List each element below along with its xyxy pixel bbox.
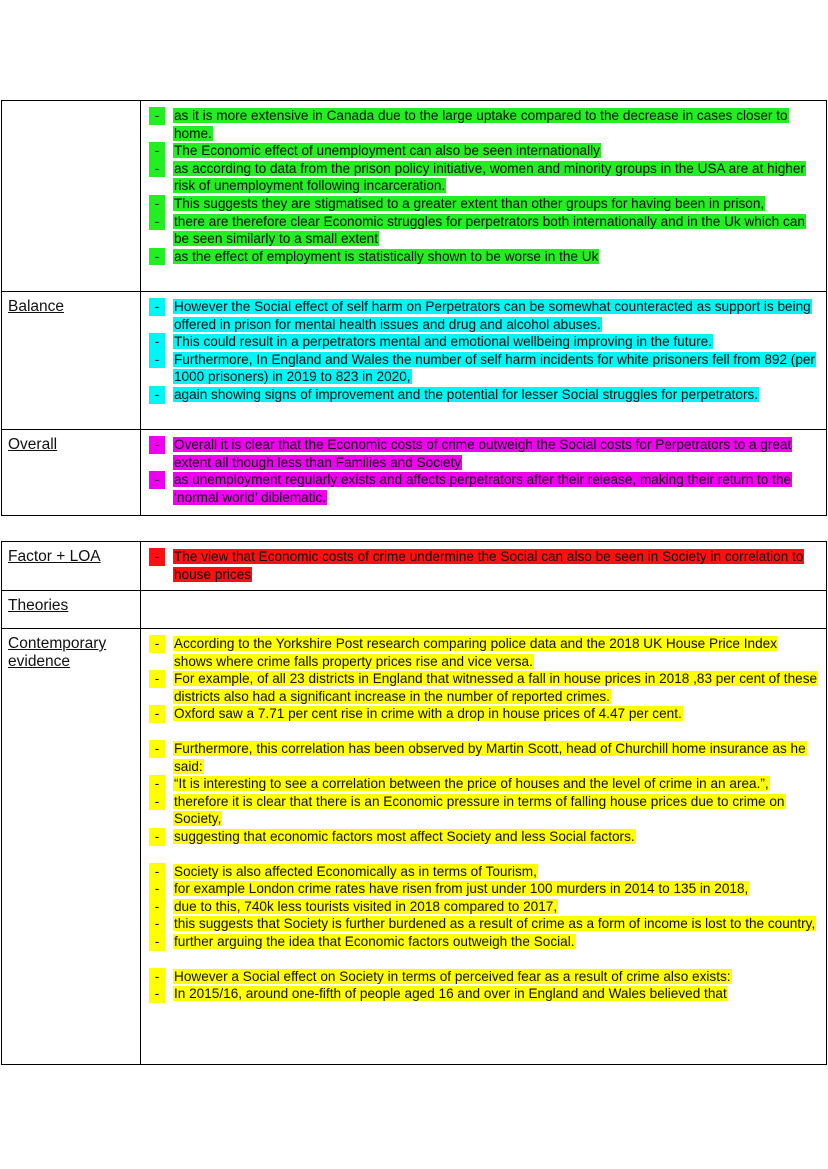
bullet-text: For example, of all 23 districts in England that witnessed a fall in house prices in 2018 ,83 per cent of these districts also had a significant increase in the number of reported crimes. <box>174 671 818 704</box>
bullet-text: as unemployment regularly exists and affects perpetrators after their release, making their return to the ‘normal world’ diblematic. <box>174 472 792 505</box>
bullet-line: - However the Social effect of self harm on Perpetrators can be somewhat counteracted as support is being offered in prison for mental health issues and drug and alcohol abuses. <box>173 298 818 333</box>
bullet-text: again showing signs of improvement and the potential for lesser Social struggles for perpetrators. <box>174 386 759 402</box>
bullet-text: This suggests they are stigmatised to a greater extent than other groups for having been in prison, <box>174 195 765 211</box>
bullet-text: However the Social effect of self harm on Perpetrators can be somewhat counteracted as support is being offered in prison for mental health issues and drug and alcohol abuses. <box>174 299 811 332</box>
bullet-line: - as it is more extensive in Canada due to the large uptake compared to the decrease in cases closer to home. <box>173 107 818 142</box>
content-cell <box>141 629 827 1065</box>
row-overall <box>2 430 827 516</box>
bullet-line: - This could result in a perpetrators mental and emotional wellbeing improving in the future. <box>173 333 818 351</box>
bullet-group <box>154 635 818 723</box>
row-label <box>2 430 141 516</box>
bullet-text: This could result in a perpetrators mental and emotional wellbeing improving in the future. <box>174 334 712 350</box>
label-balance: Balance <box>8 298 65 315</box>
label-factor-loa: Factor + LOA <box>8 548 101 565</box>
bullet-line: - The view that Economic costs of crime undermine the Social can also be seen in Society in correlation to house prices <box>173 548 818 583</box>
bullet-line: - therefore it is clear that there is an Economic pressure in terms of falling house prices due to crime on Society, <box>173 793 818 828</box>
bullet-line: - this suggests that Society is further burdened as a result of crime as a form of income is lost to the country, <box>173 915 818 933</box>
bullet-line: - The Economic effect of unemployment can also be seen internationally <box>173 142 818 160</box>
bullet-text: as according to data from the prison policy initiative, women and minority groups in the USA are at higher risk of unemployment following incarceration. <box>174 160 805 194</box>
bullet-line: - For example, of all 23 districts in England that witnessed a fall in house prices in 2018 ,83 per cent of these districts also had a significant increase in the number of reported crimes. <box>173 670 818 705</box>
label-overall: Overall <box>8 436 58 453</box>
content-cell-empty <box>141 591 827 629</box>
bullet-text: Furthermore, In England and Wales the number of self harm incidents for white prisoners fell from 892 (per 1000 prisoners) in 2019 to 823 in 2020, <box>174 351 815 385</box>
content-cell <box>141 542 827 591</box>
row-theories <box>2 591 827 629</box>
bullet-text: Society is also affected Economically as in terms of Tourism, <box>174 863 537 879</box>
bullet-text: due to this, 740k less tourists visited in 2018 compared to 2017, <box>174 898 558 914</box>
bullet-line: - Overall it is clear that the Economic costs of crime outweigh the Social costs for Perpetrators to a great extent all though less than Families and Society <box>173 436 818 471</box>
bullet-line: - Oxford saw a 7.71 per cent rise in crime with a drop in house prices of 4.47 per cent. <box>173 705 818 723</box>
bullet-line: - due to this, 740k less tourists visited in 2018 compared to 2017, <box>173 898 818 916</box>
bullet-text: Overall it is clear that the Economic costs of crime outweigh the Social costs for Perpetrators to a great extent all though less than Families and Society <box>174 437 792 470</box>
bullet-line: - “It is interesting to see a correlation between the price of houses and the level of crime in an area.”, <box>173 775 818 793</box>
bullet-text: In 2015/16, around one-fifth of people aged 16 and over in England and Wales believed that <box>174 986 727 1002</box>
row-label <box>2 542 141 591</box>
bullet-line: - as the effect of employment is statistically shown to be worse in the Uk <box>173 248 818 266</box>
bullet-line: - According to the Yorkshire Post research comparing police data and the 2018 UK House Price Index shows where crime falls property prices rise and vice versa. <box>173 635 818 670</box>
bullet-text: for example London crime rates have risen from just under 100 murders in 2014 to 135 in 2018, <box>174 881 749 897</box>
label-theories: Theories <box>8 597 69 614</box>
row-label-empty <box>2 101 141 292</box>
bullet-text: “It is interesting to see a correlation between the price of houses and the level of crime in an area.”, <box>174 776 769 792</box>
bullet-line: - Society is also affected Economically as in terms of Tourism, <box>173 863 818 881</box>
bullet-group <box>154 436 818 506</box>
bullet-text: Furthermore, this correlation has been observed by Martin Scott, head of Churchill home insurance as he said: <box>174 740 806 774</box>
bullet-group <box>154 107 818 265</box>
label-contemporary-evidence: Contemporary evidence <box>8 635 107 670</box>
bullet-line: - again showing signs of improvement and the potential for lesser Social struggles for perpetrators. <box>173 386 818 404</box>
bullet-line: - Furthermore, In England and Wales the number of self harm incidents for white prisoners fell from 892 (per 1000 prisoners) in 2019 to 823 in 2020, <box>173 351 818 386</box>
bullet-line: - as according to data from the prison policy initiative, women and minority groups in the USA are at higher risk of unemployment following incarceration. <box>173 160 818 195</box>
bullet-line: - suggesting that economic factors most affect Society and less Social factors. <box>173 828 818 846</box>
bullet-line: - However a Social effect on Society in terms of perceived fear as a result of crime also exists: <box>173 968 818 986</box>
row-factor-loa <box>2 542 827 591</box>
table-perpetrators <box>1 100 827 516</box>
bullet-line: - further arguing the idea that Economic factors outweigh the Social. <box>173 933 818 951</box>
bullet-line: - In 2015/16, around one-fifth of people aged 16 and over in England and Wales believed that <box>173 985 818 1003</box>
bullet-line: - for example London crime rates have risen from just under 100 murders in 2014 to 135 in 2018, <box>173 880 818 898</box>
bullet-text: there are therefore clear Economic struggles for perpetrators both internationally and in the Uk which can be seen similarly to a small extent <box>174 213 805 247</box>
bullet-text: further arguing the idea that Economic factors outweigh the Social. <box>174 933 575 949</box>
bullet-group <box>154 548 818 583</box>
bullet-text: However a Social effect on Society in terms of perceived fear as a result of crime also exists: <box>174 968 731 984</box>
bullet-text: this suggests that Society is further burdened as a result of crime as a form of income is lost to the country, <box>174 916 816 932</box>
row-continuation <box>2 101 827 292</box>
bullet-group <box>154 298 818 404</box>
bullet-text: According to the Yorkshire Post research comparing police data and the 2018 UK House Price Index shows where crime falls property prices rise and vice versa. <box>174 636 778 669</box>
bullet-line: - Furthermore, this correlation has been observed by Martin Scott, head of Churchill home insurance as he said: <box>173 740 818 775</box>
bullet-line: - This suggests they are stigmatised to a greater extent than other groups for having been in prison, <box>173 195 818 213</box>
row-contemporary-evidence <box>2 629 827 1065</box>
bullet-text: The view that Economic costs of crime undermine the Social can also be seen in Society in correlation to house prices <box>174 549 804 582</box>
bullet-line: - there are therefore clear Economic struggles for perpetrators both internationally and in the Uk which can be seen similarly to a small extent <box>173 213 818 248</box>
content-cell <box>141 101 827 292</box>
row-balance <box>2 292 827 430</box>
bullet-line: - as unemployment regularly exists and affects perpetrators after their release, making their return to the ‘normal world’ diblematic. <box>173 471 818 506</box>
bullet-text: The Economic effect of unemployment can also be seen internationally <box>174 143 600 159</box>
bullet-group <box>154 968 818 1003</box>
row-label <box>2 292 141 430</box>
bullet-group <box>154 863 818 951</box>
bullet-text: suggesting that economic factors most affect Society and less Social factors. <box>174 828 635 844</box>
bullet-group <box>154 740 818 846</box>
bullet-text: therefore it is clear that there is an Economic pressure in terms of falling house prices due to crime on Society, <box>174 793 785 827</box>
content-cell <box>141 430 827 516</box>
row-label <box>2 629 141 1065</box>
table-society <box>1 541 827 1065</box>
bullet-text: as the effect of employment is statistically shown to be worse in the Uk <box>174 248 599 264</box>
bullet-text: as it is more extensive in Canada due to the large uptake compared to the decrease in cases closer to home. <box>174 108 788 141</box>
bullet-text: Oxford saw a 7.71 per cent rise in crime with a drop in house prices of 4.47 per cent. <box>174 706 682 722</box>
content-cell <box>141 292 827 430</box>
row-label <box>2 591 141 629</box>
